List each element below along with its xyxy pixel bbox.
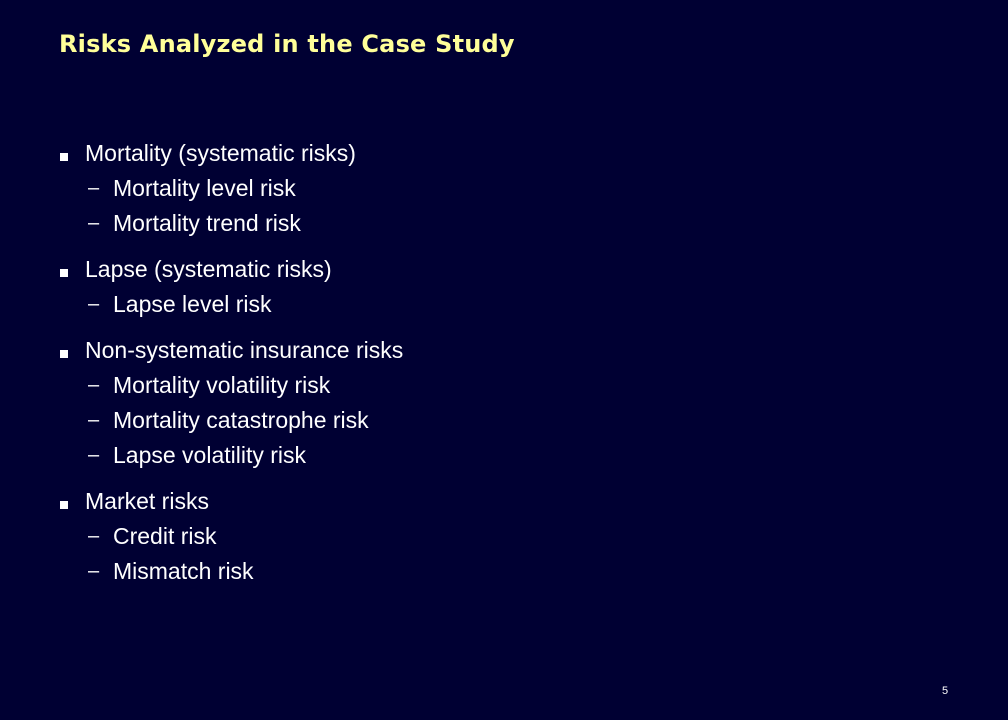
dash-bullet-icon: – — [88, 525, 100, 547]
dash-bullet-icon: – — [88, 212, 100, 234]
sub-bullet-label: Credit risk — [113, 523, 217, 549]
sub-bullet-item — [59, 206, 939, 241]
bullet-list — [59, 136, 939, 600]
slide-title: Risks Analyzed in the Case Study — [59, 30, 515, 58]
square-bullet-icon — [60, 501, 68, 509]
sub-bullet-label: Mortality trend risk — [113, 210, 301, 236]
dash-bullet-icon: – — [88, 374, 100, 396]
sub-bullet-label: Lapse level risk — [113, 291, 272, 317]
bullet-group-market — [59, 484, 939, 589]
bullet-label: Market risks — [85, 488, 209, 514]
bullet-label: Mortality (systematic risks) — [85, 140, 356, 166]
bullet-item — [59, 136, 939, 171]
bullet-item — [59, 484, 939, 519]
sub-bullet-item — [59, 554, 939, 589]
bullet-label: Non-systematic insurance risks — [85, 337, 404, 363]
bullet-group-non-systematic — [59, 333, 939, 473]
sub-bullet-label: Lapse volatility risk — [113, 442, 307, 468]
sub-bullet-label: Mortality level risk — [113, 175, 296, 201]
bullet-group-mortality — [59, 136, 939, 241]
square-bullet-icon — [60, 350, 68, 358]
sub-bullet-label: Mortality catastrophe risk — [113, 407, 369, 433]
dash-bullet-icon: – — [88, 444, 100, 466]
bullet-item — [59, 333, 939, 368]
sub-bullet-item — [59, 287, 939, 322]
square-bullet-icon — [60, 269, 68, 277]
square-bullet-icon — [60, 153, 68, 161]
sub-bullet-label: Mortality volatility risk — [113, 372, 331, 398]
dash-bullet-icon: – — [88, 409, 100, 431]
sub-bullet-item — [59, 519, 939, 554]
page-number: 5 — [942, 685, 949, 697]
dash-bullet-icon: – — [88, 293, 100, 315]
dash-bullet-icon: – — [88, 560, 100, 582]
sub-bullet-item — [59, 438, 939, 473]
bullet-label: Lapse (systematic risks) — [85, 256, 332, 282]
sub-bullet-label: Mismatch risk — [113, 558, 254, 584]
bullet-item — [59, 252, 939, 287]
bullet-group-lapse — [59, 252, 939, 322]
sub-bullet-item — [59, 403, 939, 438]
sub-bullet-item — [59, 171, 939, 206]
sub-bullet-item — [59, 368, 939, 403]
dash-bullet-icon: – — [88, 177, 100, 199]
